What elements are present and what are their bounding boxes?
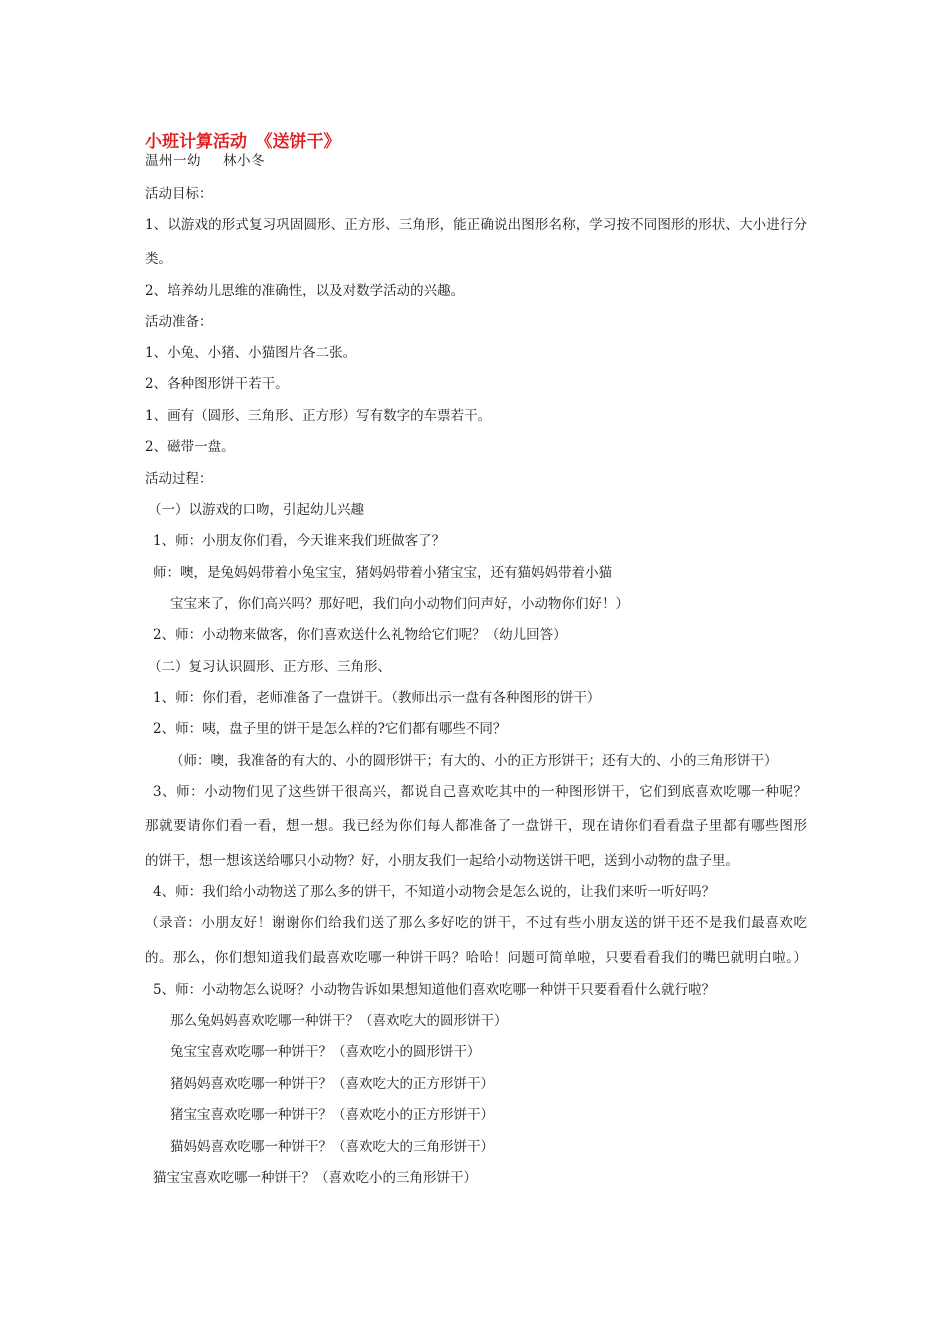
paragraph-line: 1、师：你们看，老师准备了一盘饼干。（教师出示一盘有各种图形的饼干） xyxy=(153,690,601,706)
paragraph-line: 猫妈妈喜欢吃哪一种饼干？（喜欢吃大的三角形饼干） xyxy=(170,1139,494,1155)
paragraph-line: 宝宝来了，你们高兴吗？那好吧，我们向小动物们问声好，小动物你们好！） xyxy=(170,596,629,612)
document-title: 小班计算活动 《送饼干》 xyxy=(145,132,341,152)
paragraph-line: 1、以游戏的形式复习巩固圆形、正方形、三角形，能正确说出图形名称，学习按不同图形的形状、大小进行分 xyxy=(145,217,807,233)
paragraph-line: 3、师：小动物们见了这些饼干很高兴，都说自己喜欢吃其中的一种图形饼干，它们到底喜欢吃哪一种呢？ xyxy=(153,784,807,800)
subsection-heading: （二）复习认识圆形、正方形、三角形、 xyxy=(148,659,391,675)
author-line xyxy=(145,153,265,169)
paragraph-line: 2、师：咦，盘子里的饼干是怎么样的?它们都有哪些不同？ xyxy=(153,721,507,737)
paragraph-line: 2、培养幼儿思维的准确性，以及对数学活动的兴趣。 xyxy=(145,283,465,299)
paragraph-line: 1、师：小朋友你们看，今天谁来我们班做客了？ xyxy=(153,533,446,549)
paragraph-line: 那就要请你们看一看，想一想。我已经为你们每人都准备了一盘饼干，现在请你们看看盘子里都有哪些图形 xyxy=(145,818,807,834)
paragraph-line: 猫宝宝喜欢吃哪一种饼干？（喜欢吃小的三角形饼干） xyxy=(153,1170,477,1186)
paragraph-line: （录音：小朋友好！谢谢你们给我们送了那么多好吃的饼干，不过有些小朋友送的饼干还不是我们最喜欢吃 xyxy=(145,915,807,931)
paragraph-line: 那么兔妈妈喜欢吃哪一种饼干？（喜欢吃大的圆形饼干） xyxy=(170,1013,508,1029)
paragraph-line: 的。那么，你们想知道我们最喜欢吃哪一种饼干吗？哈哈！问题可简单啦，只要看看我们的嘴巴就明白啦。） xyxy=(145,950,807,966)
paragraph-line: 类。 xyxy=(145,251,172,267)
paragraph-line: 猪宝宝喜欢吃哪一种饼干？（喜欢吃小的正方形饼干） xyxy=(170,1107,494,1123)
paragraph-line: 2、师：小动物来做客，你们喜欢送什么礼物给它们呢？（幼儿回答） xyxy=(153,627,567,643)
paragraph-line: 2、各种图形饼干若干。 xyxy=(145,376,289,392)
section-heading-process: 活动过程： xyxy=(145,471,213,487)
section-heading-preparation: 活动准备： xyxy=(145,314,213,330)
paragraph-line: 猪妈妈喜欢吃哪一种饼干？（喜欢吃大的正方形饼干） xyxy=(170,1076,494,1092)
paragraph-line: 2、磁带一盘。 xyxy=(145,439,235,455)
paragraph-line: 5、师：小动物怎么说呀？小动物告诉如果想知道他们喜欢吃哪一种饼干只要看看什么就行啦？ xyxy=(153,982,716,998)
paragraph-line: 的饼干，想一想该送给哪只小动物？好，小朋友我们一起给小动物送饼干吧，送到小动物的盘子里。 xyxy=(145,853,739,869)
author-school: 温州一幼 xyxy=(145,153,201,169)
paragraph-line: 1、画有（圆形、三角形、正方形）写有数字的车票若干。 xyxy=(145,408,492,424)
subsection-heading: （一）以游戏的口吻，引起幼儿兴趣 xyxy=(148,502,364,518)
paragraph-line: 1、小兔、小猪、小猫图片各二张。 xyxy=(145,345,357,361)
paragraph-line: 师：噢，是兔妈妈带着小兔宝宝，猪妈妈带着小猪宝宝，还有猫妈妈带着小猫 xyxy=(153,565,612,581)
section-heading-goals: 活动目标： xyxy=(145,186,213,202)
paragraph-line: 兔宝宝喜欢吃哪一种饼干？（喜欢吃小的圆形饼干） xyxy=(170,1044,481,1060)
paragraph-line: （师：噢，我准备的有大的、小的圆形饼干；有大的、小的正方形饼干；还有大的、小的三角形饼干） xyxy=(170,753,778,769)
author-name: 林小冬 xyxy=(223,153,265,169)
paragraph-line: 4、师：我们给小动物送了那么多的饼干，不知道小动物会是怎么说的，让我们来听一听好吗？ xyxy=(153,884,716,900)
